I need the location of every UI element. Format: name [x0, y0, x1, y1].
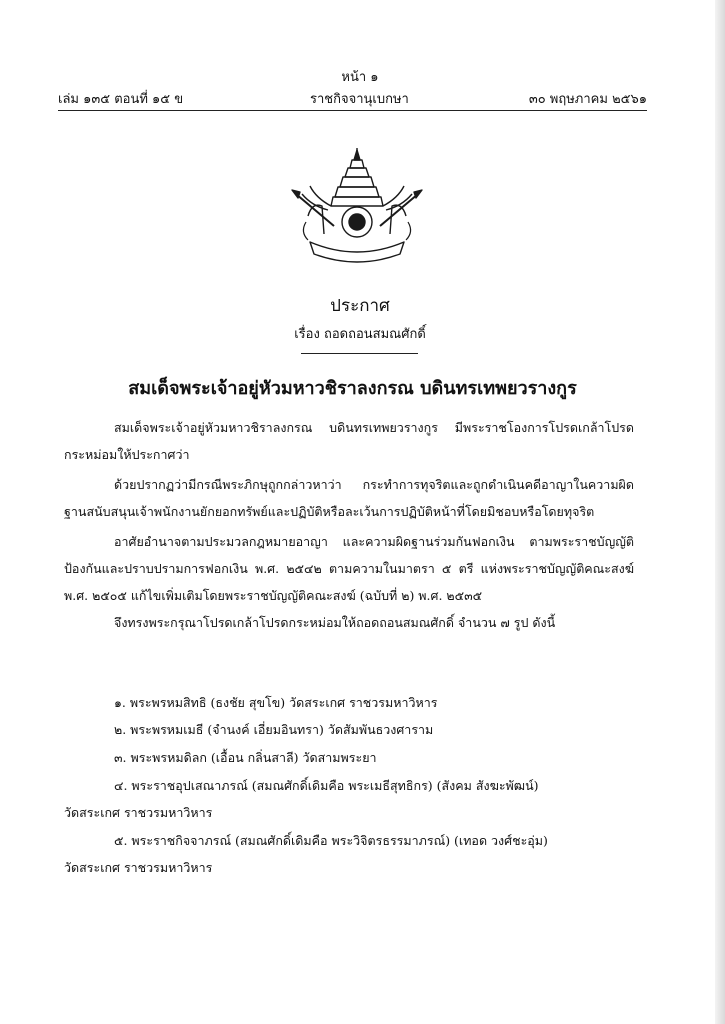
monk-list-item: ๕. พระราชกิจจาภรณ์ (สมณศักดิ์เดิมคือ พระวิจิตรธรรมาภรณ์) (เทอด วงศ์ชะอุ่ม): [114, 833, 548, 848]
announcement-title: ประกาศ: [330, 296, 390, 316]
announcement-body: [64, 414, 634, 636]
paragraph-allegation: ด้วยปรากฏว่ามีกรณีพระภิกษุถูกกล่าวหาว่า กระทำการทุจริตและถูกดำเนินคดีอาญาในความผิดฐานสนับสนุนเจ้าพนักงานยักยอกทรัพย์และปฏิบัติหรือละเว้นการปฏิบัติหน้าที่โดยมิชอบหรือโดยทุจริต: [64, 477, 634, 519]
gazette-name: ราชกิจจานุเบกษา: [310, 92, 409, 107]
page-edge-shadow: [715, 0, 725, 1024]
gazette-header: [58, 88, 647, 108]
header-divider: [58, 110, 647, 111]
monk-list-item: ๔. พระราชอุปเสณาภรณ์ (สมณศักดิ์เดิมคือ พระเมธีสุทธิกร) (สังคม สังฆะพัฒน์): [114, 778, 539, 793]
paragraph-royal-command: สมเด็จพระเจ้าอยู่หัวมหาวชิราลงกรณ บดินทรเทพยวรางกูร มีพระราชโองการโปรดเกล้าโปรดกระหม่อมให้ประกาศว่า: [64, 420, 634, 462]
king-name: สมเด็จพระเจ้าอยู่หัวมหาวชิราลงกรณ บดินทรเทพยวรางกูร: [128, 378, 577, 399]
announcement-subject: เรื่อง ถอดถอนสมณศักดิ์: [294, 327, 426, 342]
monk-list-item: ๒. พระพรหมเมธี (จำนงค์ เอี่ยมอินทรา) วัดสัมพันธวงศาราม: [114, 722, 434, 737]
monk-list-item: ๑. พระพรหมสิทธิ (ธงชัย สุขโข) วัดสระเกศ ราชวรมหาวิหาร: [114, 695, 438, 710]
volume-issue: เล่ม ๑๓๕ ตอนที่ ๑๕ ข: [58, 92, 184, 107]
page-number: หน้า ๑: [341, 70, 379, 85]
title-divider: [301, 353, 418, 354]
royal-garuda-seal-icon: [282, 146, 432, 268]
monk-list-item: ๓. พระพรหมดิลก (เอื้อน กลิ่นสาลี) วัดสามพระยา: [114, 750, 377, 765]
paragraph-decree: จึงทรงพระกรุณาโปรดเกล้าโปรดกระหม่อมให้ถอดถอนสมณศักดิ์ จำนวน ๗ รูป ดังนี้: [114, 615, 556, 630]
monk-list-item-continuation: วัดสระเกศ ราชวรมหาวิหาร: [64, 805, 213, 820]
publication-date: ๓๐ พฤษภาคม ๒๕๖๑: [528, 92, 647, 107]
monk-list-item-continuation: วัดสระเกศ ราชวรมหาวิหาร: [64, 860, 213, 875]
paragraph-legal-basis: อาศัยอำนาจตามประมวลกฎหมายอาญา และความผิดฐานร่วมกันฟอกเงิน ตามพระราชบัญญัติป้องกันและปราบปรามการฟอกเงิน พ.ศ. ๒๕๔๒ ตามความในมาตรา ๕ ตรี แห่งพระราชบัญญัติคณะสงฆ์ พ.ศ. ๒๕๐๕ แก้ไขเพิ่มเติมโดยพระราชบัญญัติคณะสงฆ์ (ฉบับที่ ๒) พ.ศ. ๒๕๓๕: [64, 534, 634, 603]
